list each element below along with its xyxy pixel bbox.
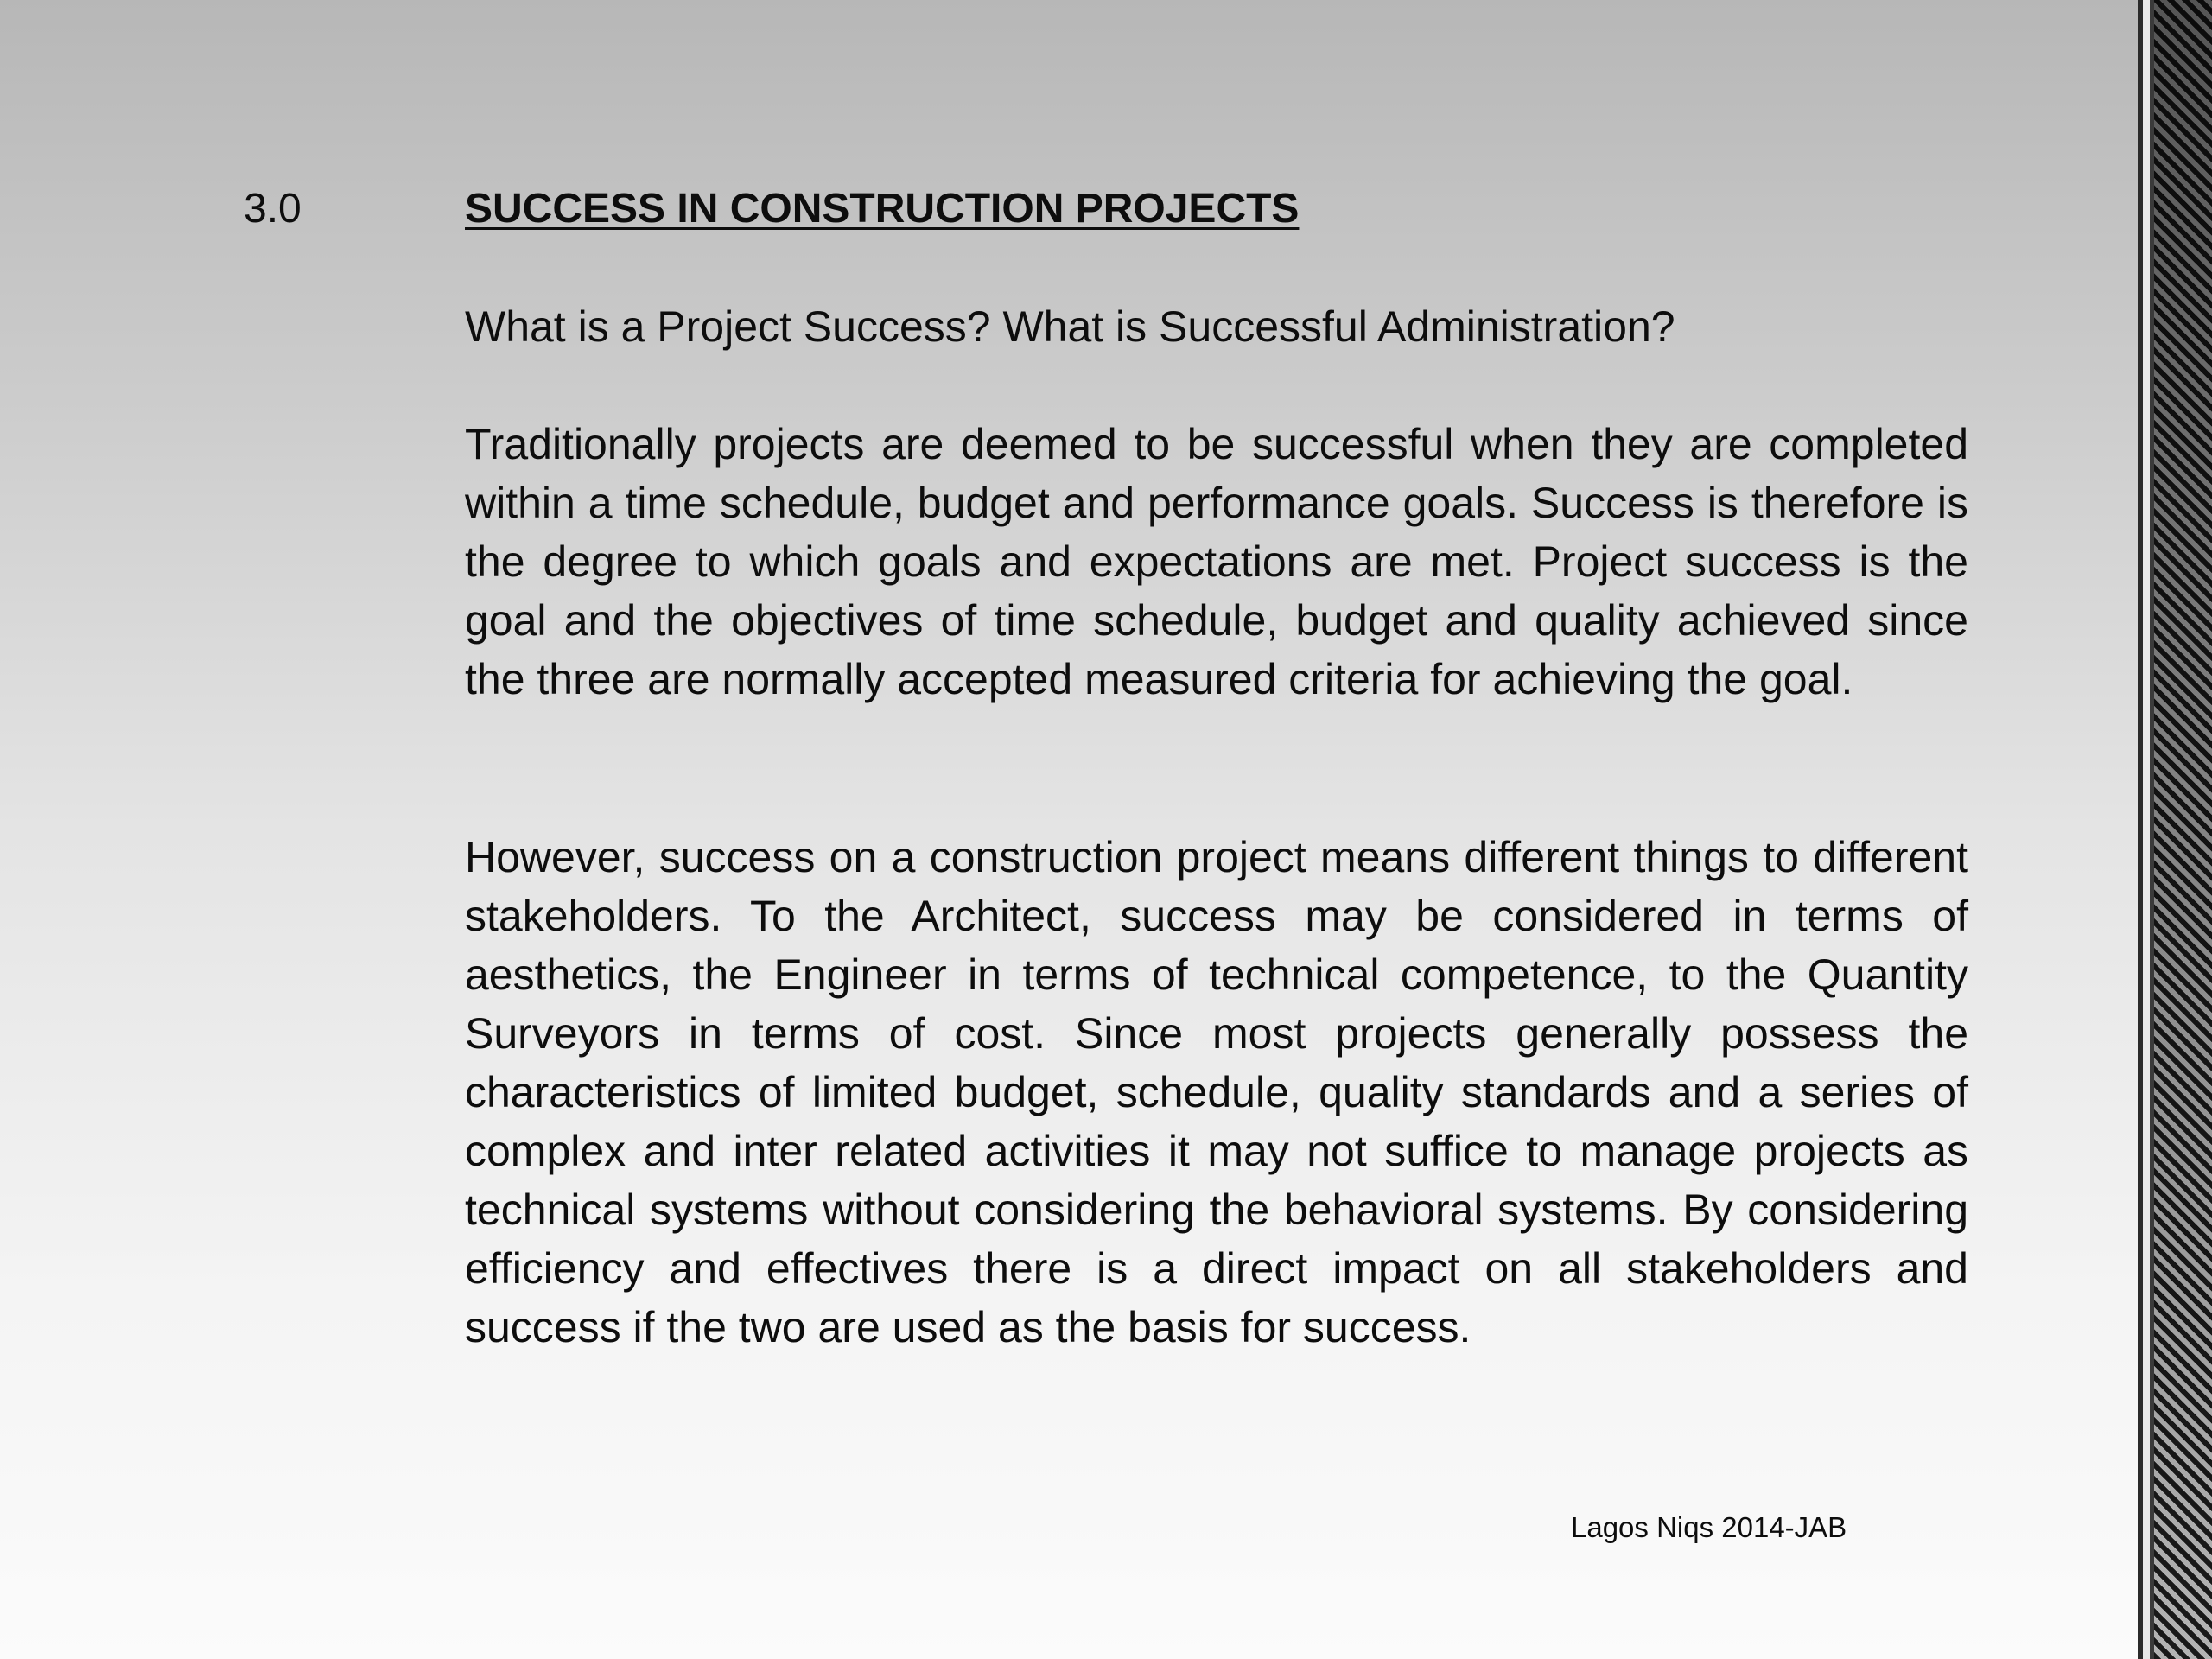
body-paragraph-1: Traditionally projects are deemed to be successful when they are completed within a time schedule, budget and performance goals. Success is therefore is the degree to which goals and expectations are met. Project success is the goal and the objectives of time schedule, budget and quality achieved since the three are normally accepted measured criteria for achieving the goal. bbox=[465, 420, 1968, 703]
section-number: 3.0 bbox=[244, 186, 302, 232]
body-paragraph-2: However, success on a construction project means different things to different stakeholders. To the Architect, success may be considered in terms of aesthetics, the Engineer in terms of technical competence, to the Quantity Surveyors in terms of cost. Since most projects generally possess the characteristics of limited budget, schedule, quality standards and a series of complex and inter related activities it may not suffice to manage projects as technical systems without considering the behavioral systems. By considering efficiency and effectives there is a direct impact on all stakeholders and success if the two are used as the basis for success. bbox=[465, 833, 1968, 1351]
slide-footer: Lagos Niqs 2014-JAB bbox=[1571, 1511, 1847, 1543]
section-question: What is a Project Success? What is Successful Administration? bbox=[465, 302, 1675, 351]
edge-divider-gap bbox=[2143, 0, 2150, 1659]
decorative-edge-strip bbox=[2154, 0, 2212, 1659]
section-heading: SUCCESS IN CONSTRUCTION PROJECTS bbox=[465, 186, 1300, 232]
